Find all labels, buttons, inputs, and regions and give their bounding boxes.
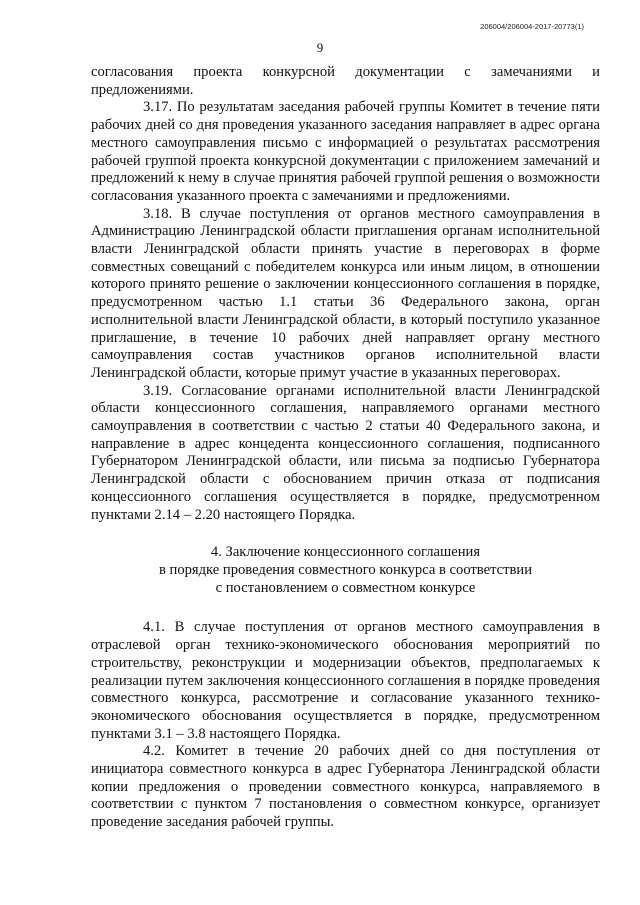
section-title-line-1: 4. Заключение концессионного соглашения xyxy=(210,544,481,561)
page-number: 9 xyxy=(316,40,324,55)
paragraph-3-19: 3.19. Согласование органами исполнительной власти Ленинградской области концессионного соглашения, направляемого органами местного самоуправления в соответствии с частью 2 статьи 40 Федерального закона, и направление в адрес концедента концессионного соглашения, подписанного Губернатором Ленинградской области, или письма за подписью Губернатора Ленинградской области с обоснованием причин отказа от подписания концессионного соглашения осуществляется в порядке, предусмотренном пунктами 2.14 – 2.20 настоящего Порядка. xyxy=(91,382,600,523)
section-title-line-2: в порядке проведения совместного конкурса в соответствии xyxy=(158,561,533,578)
paragraph-3-18: 3.18. В случае поступления от органов местного самоуправления в Администрацию Ленинградской области приглашения органам исполнительной власти Ленинградской области принять участие в переговорах в форме совместных совещаний с победителем конкурса или иным лицом, в отношении которого принято решение о заключении концессионного соглашения в порядке, предусмотренном частью 1.1 статьи 36 Федерального закона, орган исполнительной власти Ленинградской области, в который поступило указанное приглашение, в течение 10 рабочих дней направляет органу местного самоуправления состав участников органов исполнительной власти Ленинградской области, которые примут участие в указанных переговорах. xyxy=(91,205,600,381)
section-title-line-3: с постановлением о совместном конкурсе xyxy=(215,579,476,596)
paragraph-4-2: 4.2. Комитет в течение 20 рабочих дней со дня поступления от инициатора совместного конкурса в адрес Губернатора Ленинградской области копии предложения о проведении совместного конкурса, направляемого в соответствии с пунктом 7 постановления о совместном конкурсе, организует проведение заседания рабочей группы. xyxy=(91,743,600,831)
paragraph-continuation: согласования проекта конкурсной документации с замечаниями и предложениями. xyxy=(91,64,600,98)
paragraph-3-17: 3.17. По результатам заседания рабочей группы Комитет в течение пяти рабочих дней со дня проведения указанного заседания направляет в адрес органа местного самоуправления письмо с информацией о результатах рассмотрения рабочей группой проекта конкурсной документации с приложением замечаний и предложений к нему в случае принятия рабочей группой решения о возможности согласования указанного проекта с замечаниями и предложениями. xyxy=(91,99,600,204)
section-4-title xyxy=(91,544,600,597)
paragraph-4-1: 4.1. В случае поступления от органов местного самоуправления в отраслевой орган технико-экономического обоснования мероприятий по строительству, реконструкции и модернизации объектов, предполагаемых к реализации путем заключения концессионного соглашения в порядке проведения совместного конкурса, рассмотрение и согласование указанного технико-экономического обоснования осуществляется в порядке, предусмотренном пунктами 3.1 – 3.8 настоящего Порядка. xyxy=(91,619,600,742)
document-code: 206004/206004-2017-20773(1) xyxy=(480,22,584,31)
document-body xyxy=(91,64,600,832)
